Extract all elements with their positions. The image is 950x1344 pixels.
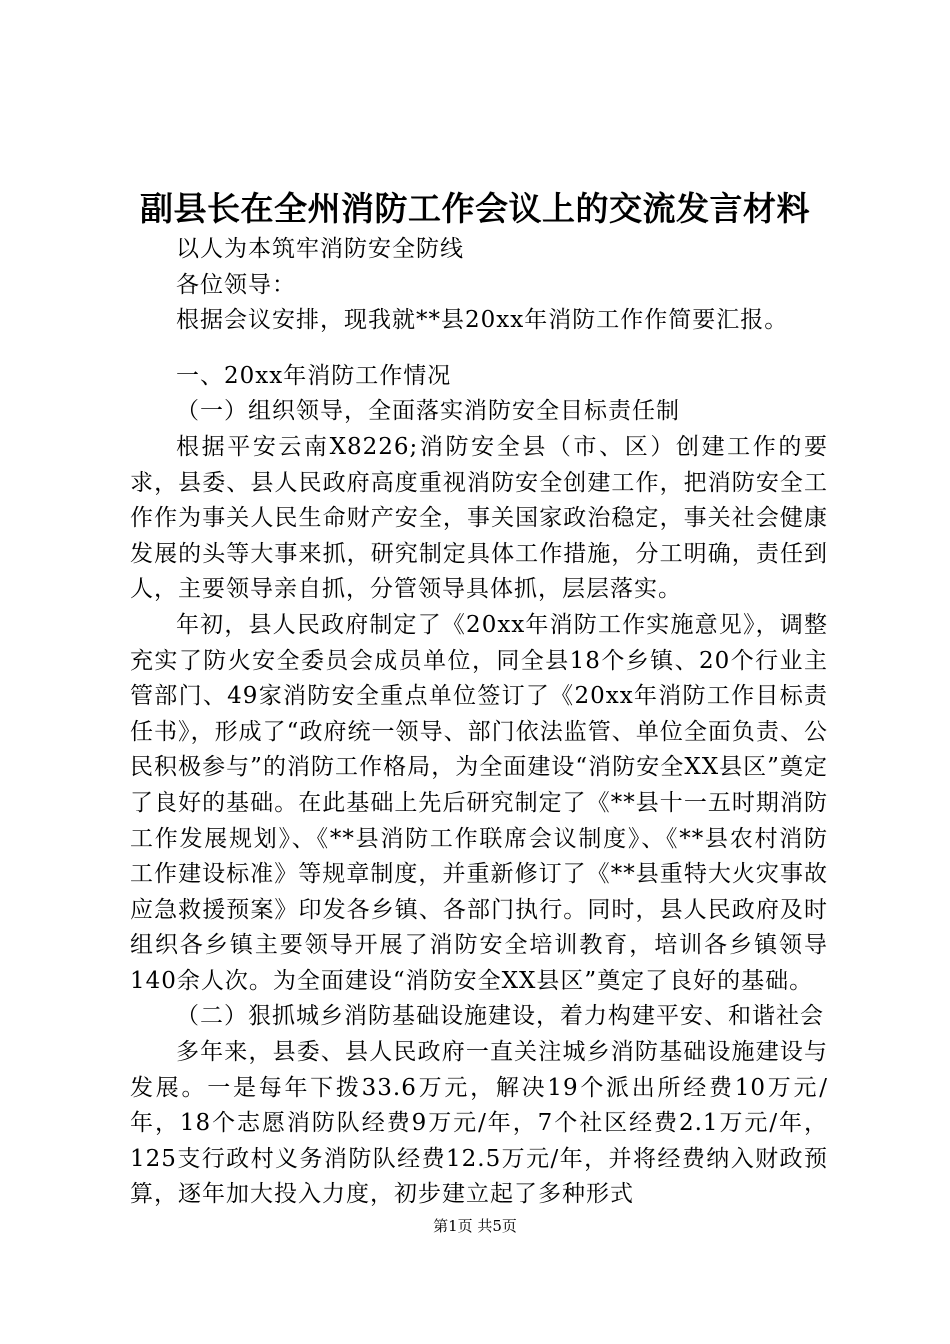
subsection-heading-2: （二）狠抓城乡消防基础设施建设，着力构建平安、和谐社会	[176, 1003, 824, 1030]
section-heading: 一、20xx年消防工作情况	[176, 362, 452, 389]
subtitle-paragraph: 以人为本筑牢消防安全防线	[176, 236, 464, 262]
body-paragraph-2: 年初，县人民政府制定了《20xx年消防工作实施意见》，调整充实了防火安全委员会成员单位，同全县18个乡镇、20个行业主管部门、49家消防安全重点单位签订了《20xx年消防工作目标责任书》，形成了“政府统一领导、部门依法监管、单位全面负责、公民积极参与”的消防工作格局，为全面建设“消防安全XX县区”奠定了良好的基础。在此基础上先后研究制定了《**县十一五时期消防工作发展规划》、《**县消防工作联席会议制度》、《**县农村消防工作建设标准》等规章制度，并重新修订了《**县重特大火灾事故应急救援预案》印发各乡镇、各部门执行。同时，县人民政府及时组织各乡镇主要领导开展了消防安全培训教育，培训各乡镇领导140余人次。为全面建设“消防安全XX县区”奠定了良好的基础。	[130, 611, 828, 994]
document-title: 副县长在全州消防工作会议上的交流发言材料	[140, 189, 810, 228]
subsection-heading-1: （一）组织领导，全面落实消防安全目标责任制	[176, 398, 680, 425]
intro-paragraph: 根据会议安排，现我就**县20xx年消防工作作简要汇报。	[176, 307, 789, 334]
page-footer: 第1页 共5页	[433, 1217, 517, 1235]
body-paragraph-3: 多年来，县委、县人民政府一直关注城乡消防基础设施建设与发展。一是每年下拨33.6万元，解决19个派出所经费10万元/年，18个志愿消防队经费9万元/年，7个社区经费2.1万元/年，125支行政村义务消防队经费12.5万元/年，并将经费纳入财政预算，逐年加大投入力度，初步建立起了多种形式	[130, 1039, 828, 1208]
body-paragraph-1: 根据平安云南X8226;消防安全县（市、区）创建工作的要求，县委、县人民政府高度重视消防安全创建工作，把消防安全工作作为事关人民生命财产安全，事关国家政治稳定，事关社会健康发展的头等大事来抓，研究制定具体工作措施，分工明确，责任到人，主要领导亲自抓，分管领导具体抓，层层落实。	[130, 433, 828, 603]
document-body	[130, 232, 828, 1213]
salutation-paragraph: 各位领导：	[176, 271, 296, 298]
